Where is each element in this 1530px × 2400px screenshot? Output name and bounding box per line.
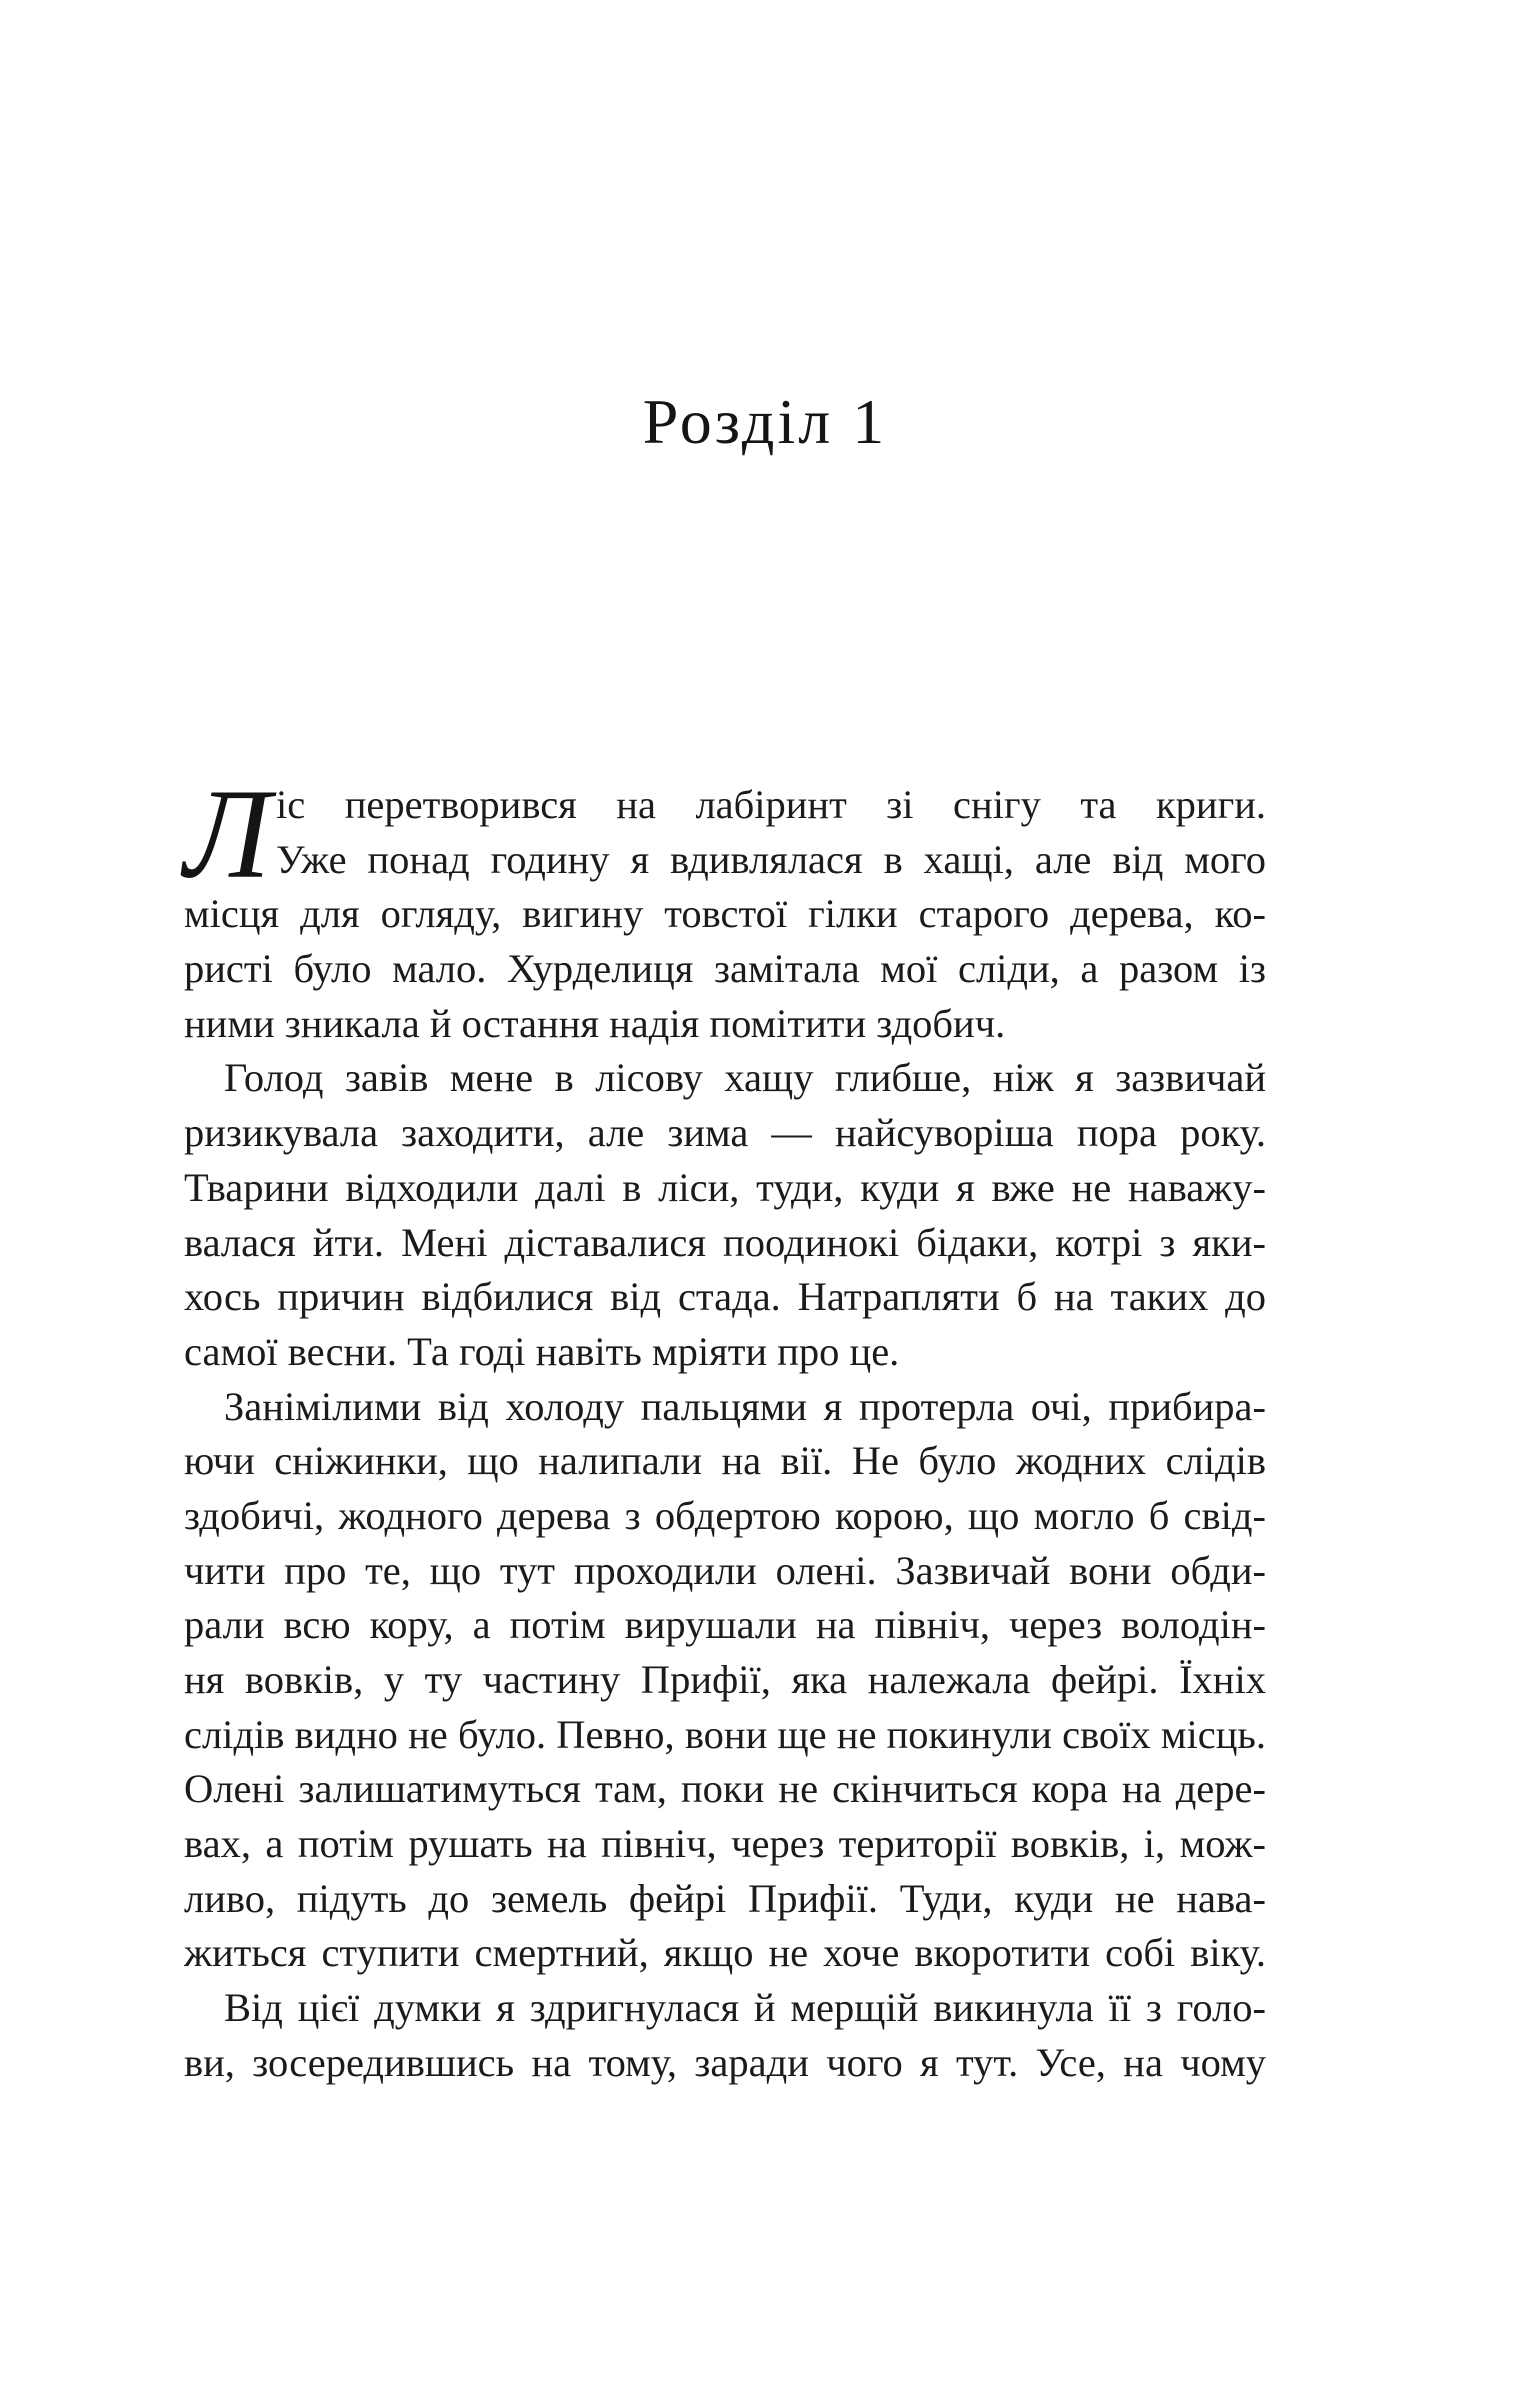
text-line: рали всю кору, а потім вирушали на північ, через володін-: [184, 1602, 1266, 1648]
chapter-title: Розділ 1: [642, 386, 888, 457]
text-line: вах, а потім рушать на північ, через території вовків, і, мож-: [184, 1821, 1266, 1867]
text-line: місця для огляду, вигину товстої гілки старого дерева, ко-: [184, 891, 1266, 937]
paragraph: [184, 1051, 1266, 1379]
text-line: Уже понад годину я вдивлялася в хащі, але від мого: [276, 836, 1266, 882]
text-line: ними зникала й остання надія помітити здобич.: [184, 1000, 1006, 1046]
paragraph: [184, 1981, 1266, 2090]
text-line: чити про те, що тут проходили олені. Зазвичай вони обди-: [184, 1547, 1266, 1593]
text-line: ня вовків, у ту частину Прифії, яка належала фейрі. Їхніх: [184, 1657, 1266, 1702]
text-line: ливо, підуть до земель фейрі Прифії. Туди, куди не нава-: [184, 1875, 1266, 1921]
text-line: здобичі, жодного дерева з обдертою корою, що могло б свід-: [184, 1492, 1266, 1538]
text-line: Голод завів мене в лісову хащу глибше, ніж я зазвичай: [224, 1055, 1266, 1101]
text-line: ристі було мало. Хурделиця замітала мої сліди, а разом із: [184, 946, 1266, 992]
text-line: іс перетворився на лабіринт зі снігу та криги.: [276, 782, 1266, 827]
text-line: Від цієї думки я здригнулася й мерщій викинула її з голо-: [224, 1985, 1266, 2031]
text-line: житься ступити смертний, якщо не хоче вкоротити собі віку.: [184, 1930, 1266, 1976]
text-line: Олені залишатимуться там, поки не скінчиться кора на дере-: [184, 1766, 1266, 1812]
text-line: слідів видно не було. Певно, вони ще не покинули своїх місць.: [184, 1711, 1266, 1757]
text-line: Тварини відходили далі в ліси, туди, куди я вже не наважу-: [184, 1164, 1266, 1210]
chapter-body: [184, 763, 1266, 2091]
text-line: валася йти. Мені діставалися поодинокі бідаки, котрі з яки-: [184, 1219, 1266, 1265]
drop-cap: Л: [184, 763, 271, 905]
paragraph: [184, 1380, 1266, 1982]
text-line: Занімілими від холоду пальцями я протерла очі, прибира-: [224, 1383, 1266, 1429]
text-line: ви, зосередившись на тому, заради чого я тут. Усе, на чому: [184, 2039, 1266, 2085]
text-line: хось причин відбилися від стада. Натрапляти б на таких до: [184, 1274, 1266, 1320]
text-line: ючи сніжинки, що налипали на вії. Не було жодних слідів: [184, 1438, 1266, 1484]
text-line: ризикувала заходити, але зима — найсуворіша пора року.: [184, 1110, 1266, 1156]
text-line: самої весни. Та годі навіть мріяти про це.: [184, 1328, 900, 1374]
paragraph: [184, 763, 1266, 1051]
